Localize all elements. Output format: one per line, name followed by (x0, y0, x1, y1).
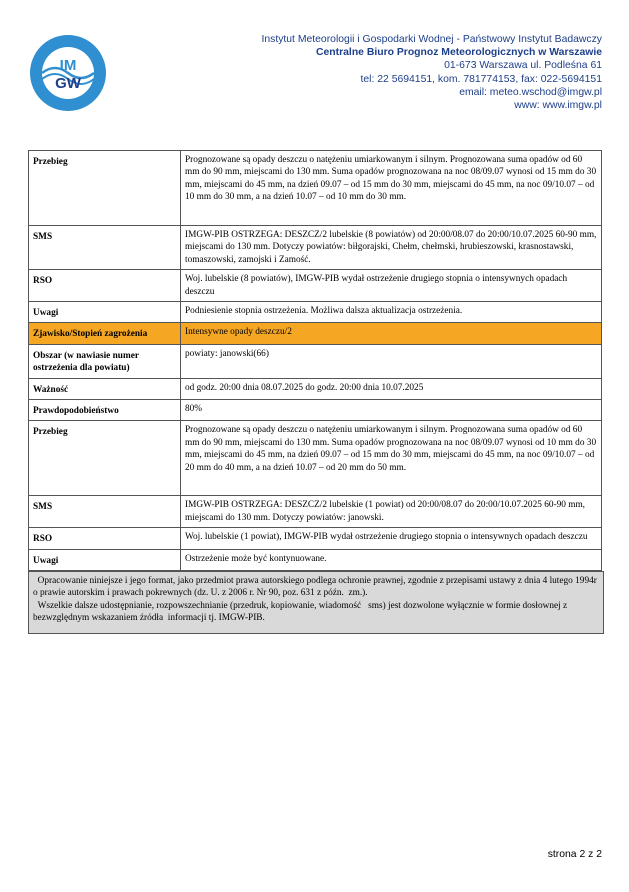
email: email: meteo.wschod@imgw.pl (459, 86, 602, 98)
row-label: Prawdopodobieństwo (29, 400, 181, 421)
table-row (29, 344, 602, 378)
row-label: Przebieg (29, 421, 181, 496)
copyright-paragraph: Opracowanie niniejsze i jego format, jako przedmiot prawa autorskiego podlega ochronie prawnej, zgodnie z przepisami ustawy z dnia 4 lutego 1994r o prawie autorskim i prawach pokrewnych (dz. U. z 2006 r. Nr 90, poz. 631 z późn. zm.). (33, 576, 600, 599)
row-label: Zjawisko/Stopień zagrożenia (29, 323, 181, 344)
warning-table (28, 150, 602, 571)
row-value: Woj. lubelskie (8 powiatów), IMGW-PIB wydał ostrzeżenie drugiego stopnia o intensywnych opadach deszczu (181, 270, 602, 302)
distribution-paragraph: Wszelkie dalsze udostępnianie, rozpowszechnianie (przedruk, kopiowanie, wiadomość sms) jest dozwolone wyłącznie w formie dosłownej z bezwzględnym wskazaniem źródła informacji tj. IMGW-PIB. (33, 600, 570, 624)
website: www: www.imgw.pl (514, 100, 602, 112)
row-label: RSO (29, 270, 181, 302)
institute-name: Instytut Meteorologii i Gospodarki Wodnej - Państwowy Instytut Badawczy (261, 34, 602, 45)
svg-text:GW: GW (55, 75, 81, 92)
row-value: powiaty: janowski(66) (181, 344, 602, 378)
table-row (29, 528, 602, 549)
address: 01-673 Warszawa ul. Podleśna 61 (444, 60, 602, 72)
row-label: SMS (29, 226, 181, 270)
row-value: 80% (181, 400, 602, 421)
row-label: Obszar (w nawiasie numer ostrzeżenia dla powiatu) (29, 344, 181, 378)
table-row (29, 270, 602, 302)
row-value: od godz. 20:00 dnia 08.07.2025 do godz. 20:00 dnia 10.07.2025 (181, 378, 602, 399)
institute-header (261, 33, 602, 112)
row-label: Ważność (29, 378, 181, 399)
copyright-note (28, 571, 604, 634)
row-value: IMGW-PIB OSTRZEGA: DESZCZ/2 lubelskie (1 powiat) od 20:00/08.07 do 20:00/10.07.2025 60-90 mm, miejscami do 130 mm. Dotyczy powiatów: janowski. (181, 496, 602, 528)
table-row (29, 302, 602, 323)
table-row-alert (29, 323, 602, 344)
row-value: Prognozowane są opady deszczu o natężeniu umiarkowanym i silnym. Prognozowana suma opadów od 60 mm do 90 mm, miejscami do 130 mm. Suma opadów prognozowana na noc 08/09.07 wynosi od 15 mm do 30 mm, miejscami do 45 mm, na dzień 09.07 – od 15 mm do 30 mm, miejscami do 45 mm, na noc 09/10.07 – od 10 mm do 30 mm, a na dzień 10.07 – od 10 mm do 30 mm. (181, 151, 602, 226)
imgw-logo (28, 33, 108, 113)
row-label: Uwagi (29, 549, 181, 570)
page-number: strona 2 z 2 (547, 849, 602, 860)
table-row (29, 496, 602, 528)
row-value: Intensywne opady deszczu/2 (181, 323, 602, 344)
office-name: Centralne Biuro Prognoz Meteorologicznych w Warszawie (316, 47, 602, 59)
phone: tel: 22 5694151, kom. 781774153, fax: 022-5694151 (360, 73, 602, 85)
row-value: Ostrzeżenie może być kontynuowane. (181, 549, 602, 570)
svg-text:IM: IM (59, 57, 77, 74)
table-row (29, 378, 602, 399)
row-label: Przebieg (29, 151, 181, 226)
row-value: Podniesienie stopnia ostrzeżenia. Możliwa dalsza aktualizacja ostrzeżenia. (181, 302, 602, 323)
row-label: Uwagi (29, 302, 181, 323)
table-row (29, 421, 602, 496)
row-value: IMGW-PIB OSTRZEGA: DESZCZ/2 lubelskie (8 powiatów) od 20:00/08.07 do 20:00/10.07.2025 60-90 mm, miejscami do 130 mm. Dotyczy powiatów: biłgorajski, Chełm, chełmski, hrubieszowski, krasnostawski, tomaszowski, zamojski i Zamość. (181, 226, 602, 270)
table-row (29, 549, 602, 570)
table-row (29, 226, 602, 270)
table-row (29, 400, 602, 421)
row-value: Prognozowane są opady deszczu o natężeniu umiarkowanym i silnym. Prognozowana suma opadów od 60 mm do 90 mm, miejscami do 130 mm. Suma opadów prognozowana na noc 08/09.07 wynosi od 10 mm do 30 mm, miejscami do 45 mm, na dzień 09.07 – od 15 mm do 30 mm, miejscami do 45 mm, na noc 09/10.07 – od 20 mm do 40 mm, a na dzień 10.07 – od 20 mm do 50 mm. (181, 421, 602, 496)
row-label: SMS (29, 496, 181, 528)
row-label: RSO (29, 528, 181, 549)
table-row (29, 151, 602, 226)
row-value: Woj. lubelskie (1 powiat), IMGW-PIB wydał ostrzeżenie drugiego stopnia o intensywnych opadach deszczu (181, 528, 602, 549)
